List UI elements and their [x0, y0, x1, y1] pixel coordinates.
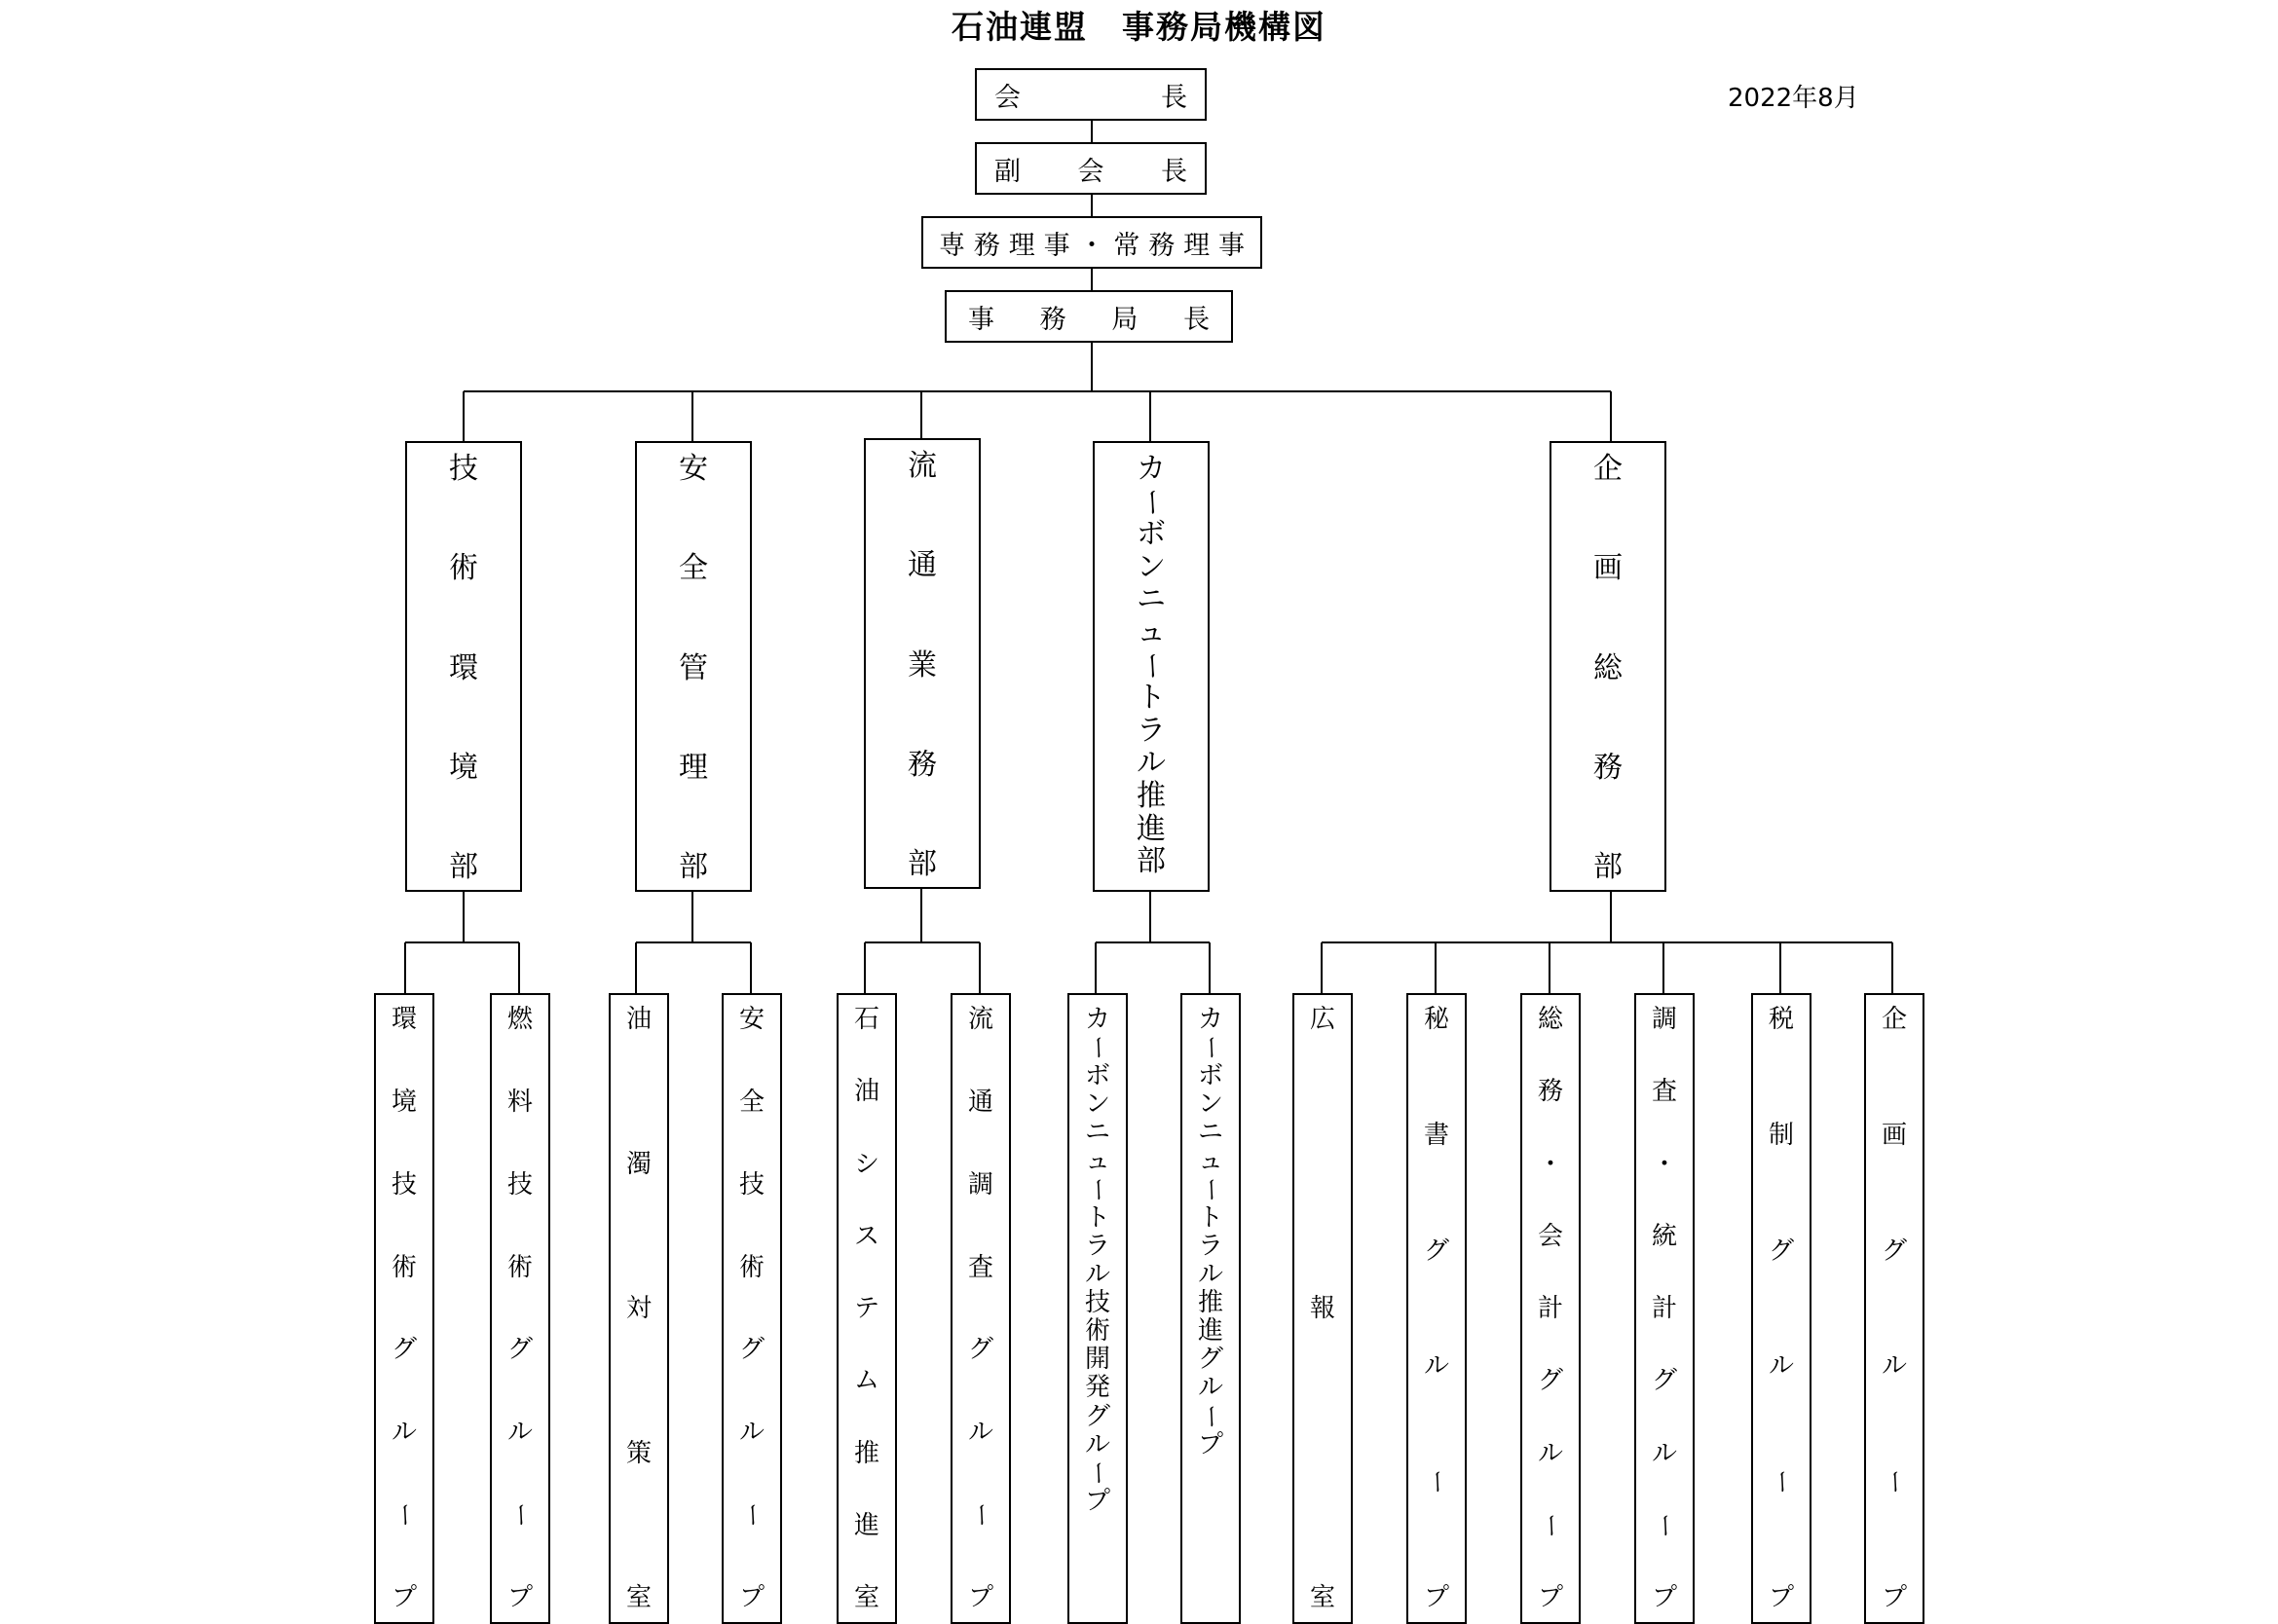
group-char: 総	[1537, 1005, 1563, 1034]
group-char: ・	[1651, 1149, 1677, 1179]
group-char: ー	[1421, 1469, 1451, 1495]
group-char: プ	[1881, 1582, 1907, 1612]
dept-char: 通	[908, 548, 937, 583]
group-char: ー	[736, 1502, 766, 1529]
exec-char: 理	[1183, 230, 1211, 261]
group-box-environmental-tech	[374, 993, 434, 1624]
group-char: 術	[391, 1252, 417, 1282]
group-char: 企	[1881, 1005, 1907, 1034]
group-char: ラ	[1084, 1231, 1110, 1261]
group-char: ル	[1197, 1259, 1223, 1289]
group-box-general-accounting	[1520, 993, 1581, 1624]
dept-char: ラ	[1137, 713, 1166, 748]
exec-char: ・	[1078, 230, 1105, 261]
exec-char: 務	[1039, 304, 1066, 335]
group-char: 書	[1423, 1120, 1449, 1150]
group-char: 室	[625, 1583, 652, 1612]
dept-char: ボ	[1137, 517, 1166, 552]
group-char: グ	[738, 1335, 765, 1365]
dept-char: カ	[1137, 452, 1166, 486]
group-char: ル	[1084, 1429, 1110, 1459]
group-char: ル	[1537, 1438, 1563, 1468]
group-char: グ	[967, 1335, 993, 1365]
group-char: 統	[1651, 1221, 1677, 1251]
group-char: グ	[1423, 1236, 1449, 1266]
group-char: グ	[1881, 1236, 1907, 1266]
exec-box-vice-chairman	[975, 142, 1207, 195]
group-char: ニ	[1084, 1118, 1110, 1148]
exec-char: 長	[1161, 156, 1187, 187]
group-char: グ	[1084, 1401, 1110, 1431]
group-char: ー	[1766, 1469, 1796, 1495]
exec-char: 事	[968, 304, 994, 335]
group-char: ー	[1195, 1403, 1225, 1429]
group-char: プ	[1423, 1582, 1449, 1612]
dept-char: 管	[679, 650, 708, 685]
group-char: ル	[738, 1418, 765, 1448]
dept-char: 部	[1137, 844, 1166, 879]
dept-char: 企	[1593, 452, 1623, 486]
group-char: 技	[391, 1169, 417, 1200]
group-char: ・	[1537, 1149, 1563, 1179]
group-char: 報	[1309, 1294, 1335, 1323]
dept-char: 部	[908, 847, 937, 881]
exec-char: 局	[1111, 304, 1139, 335]
group-char: 調	[967, 1169, 993, 1200]
group-box-safety-tech	[722, 993, 782, 1624]
group-char: 税	[1768, 1005, 1794, 1034]
group-char: 秘	[1423, 1005, 1449, 1034]
group-char: 対	[625, 1294, 652, 1323]
exec-char: 専	[939, 230, 965, 261]
group-char: 推	[853, 1438, 879, 1468]
dept-box-planning-general-affairs	[1550, 441, 1666, 892]
group-char: ー	[1082, 1176, 1112, 1202]
dept-box-carbon-neutral	[1093, 441, 1210, 892]
group-char: 油	[853, 1077, 879, 1107]
group-char: 術	[738, 1252, 765, 1282]
group-box-oil-system	[837, 993, 897, 1624]
group-char: グ	[1197, 1345, 1223, 1375]
group-char: ル	[1881, 1351, 1907, 1382]
group-char: 技	[506, 1169, 533, 1200]
dept-char: 進	[1137, 811, 1166, 846]
group-box-cn-promotion	[1180, 993, 1241, 1624]
group-char: 全	[738, 1087, 765, 1117]
group-char: ル	[1423, 1351, 1449, 1382]
dept-char: 部	[1593, 850, 1623, 884]
exec-char: 理	[1008, 230, 1035, 261]
dept-char: 務	[908, 747, 937, 782]
dept-char: ュ	[1137, 614, 1166, 649]
group-char: ー	[1082, 1459, 1112, 1486]
dept-char: 画	[1593, 551, 1623, 586]
dept-box-technology-environment	[405, 441, 522, 892]
dept-char: 全	[679, 551, 708, 586]
group-char: ー	[389, 1502, 419, 1529]
group-char: 室	[1309, 1583, 1335, 1612]
group-char: 油	[625, 1005, 652, 1034]
date-label: 2022年8月	[1728, 84, 1859, 113]
group-char: 務	[1537, 1077, 1563, 1107]
group-char: プ	[967, 1582, 993, 1612]
dept-char: ニ	[1137, 582, 1166, 617]
group-box-oil-spill	[609, 993, 669, 1624]
dept-char: 安	[679, 452, 708, 486]
exec-char: 務	[1148, 230, 1176, 261]
group-char: テ	[853, 1294, 879, 1323]
group-char: ル	[506, 1418, 533, 1448]
group-char: 会	[1537, 1221, 1563, 1251]
exec-box-senior-directors	[921, 216, 1262, 269]
group-char: ン	[1084, 1089, 1110, 1120]
dept-char: 環	[449, 650, 478, 685]
group-char: 計	[1537, 1294, 1563, 1323]
group-char: ト	[1084, 1202, 1110, 1233]
group-char: ト	[1197, 1202, 1223, 1233]
dept-char: 技	[449, 452, 478, 486]
dept-char: ト	[1137, 681, 1166, 716]
group-char: プ	[738, 1582, 765, 1612]
group-char: 技	[738, 1169, 765, 1200]
exec-char: 事	[1043, 230, 1070, 261]
group-char: ル	[1084, 1259, 1110, 1289]
group-char: プ	[1537, 1583, 1563, 1612]
group-char: 室	[853, 1583, 879, 1612]
group-box-secretary	[1406, 993, 1467, 1624]
group-char: ス	[853, 1221, 879, 1251]
group-box-distribution-survey	[951, 993, 1011, 1624]
dept-char: 務	[1593, 750, 1623, 785]
exec-box-secretary-general	[945, 290, 1233, 343]
dept-box-distribution	[864, 438, 981, 889]
group-char: グ	[1651, 1366, 1677, 1396]
group-char: 流	[967, 1005, 993, 1034]
exec-box-chairman	[975, 68, 1207, 121]
dept-char: ー	[1135, 650, 1169, 681]
group-char: 進	[1197, 1316, 1223, 1347]
group-char: 術	[506, 1252, 533, 1282]
group-char: ー	[1195, 1035, 1225, 1061]
group-char: シ	[853, 1149, 879, 1179]
group-char: グ	[1768, 1236, 1794, 1266]
group-char: ル	[967, 1418, 993, 1448]
dept-char: 理	[679, 750, 708, 785]
group-box-survey-statistics	[1634, 993, 1695, 1624]
group-char: 画	[1881, 1120, 1907, 1150]
dept-char: 総	[1593, 650, 1623, 685]
exec-char: 事	[1218, 230, 1245, 261]
group-char: ュ	[1084, 1146, 1110, 1176]
exec-char: 会	[994, 82, 1021, 113]
group-box-fuel-tech	[490, 993, 550, 1624]
exec-char: 長	[1161, 82, 1187, 113]
group-char: 環	[391, 1005, 417, 1034]
group-char: ニ	[1197, 1118, 1223, 1148]
group-char: プ	[1197, 1429, 1223, 1459]
group-char: 石	[853, 1005, 879, 1034]
group-char: ル	[1768, 1351, 1794, 1382]
group-char: 推	[1197, 1288, 1223, 1318]
group-char: 濁	[625, 1149, 652, 1179]
group-char: ル	[1197, 1373, 1223, 1403]
group-box-cn-tech-dev	[1067, 993, 1128, 1624]
group-char: 進	[853, 1510, 879, 1540]
group-char: ュ	[1197, 1146, 1223, 1176]
group-char: ボ	[1084, 1061, 1110, 1091]
dept-char: ル	[1137, 746, 1166, 781]
exec-char: 常	[1113, 230, 1140, 261]
exec-char: 会	[1077, 156, 1104, 187]
group-char: 術	[1084, 1316, 1110, 1347]
group-box-public-relations	[1292, 993, 1353, 1624]
dept-char: 部	[679, 850, 708, 884]
group-char: プ	[506, 1582, 533, 1612]
group-char: ー	[1879, 1469, 1909, 1495]
dept-char: 流	[908, 449, 937, 483]
dept-char: ン	[1137, 549, 1166, 584]
group-char: プ	[1651, 1583, 1677, 1612]
group-char: 計	[1651, 1294, 1677, 1323]
group-char: 査	[1651, 1077, 1677, 1107]
group-char: 調	[1651, 1005, 1677, 1034]
group-char: カ	[1197, 1005, 1223, 1034]
exec-char: 長	[1182, 304, 1210, 335]
group-char: ン	[1197, 1089, 1223, 1120]
group-char: ム	[853, 1366, 879, 1396]
group-char: 料	[506, 1087, 533, 1117]
group-char: ボ	[1197, 1061, 1223, 1091]
group-box-tax	[1751, 993, 1811, 1624]
group-char: 発	[1084, 1373, 1110, 1403]
dept-char: 境	[449, 750, 478, 785]
group-char: プ	[1084, 1486, 1110, 1516]
group-char: ル	[391, 1418, 417, 1448]
group-char: 燃	[506, 1005, 533, 1034]
dept-char: 部	[449, 850, 478, 884]
dept-char: 業	[908, 647, 937, 683]
group-char: ル	[1651, 1438, 1677, 1468]
group-char: 制	[1768, 1120, 1794, 1150]
page-title: 石油連盟 事務局機構図	[952, 8, 1326, 46]
group-char: ー	[1082, 1035, 1112, 1061]
group-char: グ	[391, 1335, 417, 1365]
dept-char: 術	[449, 551, 478, 586]
group-char: プ	[1768, 1582, 1794, 1612]
group-char: ー	[1649, 1512, 1679, 1538]
group-char: 境	[391, 1087, 417, 1117]
group-char: ー	[504, 1502, 535, 1529]
group-char: 技	[1084, 1288, 1110, 1318]
group-char: 査	[967, 1252, 993, 1282]
group-char: 安	[738, 1005, 765, 1034]
group-box-planning	[1864, 993, 1924, 1624]
group-char: 策	[625, 1438, 652, 1468]
group-char: ラ	[1197, 1231, 1223, 1261]
group-char: カ	[1084, 1005, 1110, 1034]
dept-char: 推	[1137, 778, 1166, 813]
group-char: グ	[506, 1335, 533, 1365]
dept-char: ー	[1135, 487, 1169, 517]
group-char: ー	[965, 1502, 995, 1529]
group-char: グ	[1537, 1366, 1563, 1396]
group-char: 開	[1084, 1345, 1110, 1375]
group-char: 広	[1309, 1005, 1335, 1034]
group-char: ー	[1535, 1512, 1565, 1538]
dept-box-safety-management	[635, 441, 752, 892]
exec-char: 副	[994, 156, 1021, 187]
group-char: ー	[1195, 1176, 1225, 1202]
group-char: プ	[391, 1582, 417, 1612]
exec-char: 務	[973, 230, 1000, 261]
group-char: 通	[967, 1087, 993, 1117]
